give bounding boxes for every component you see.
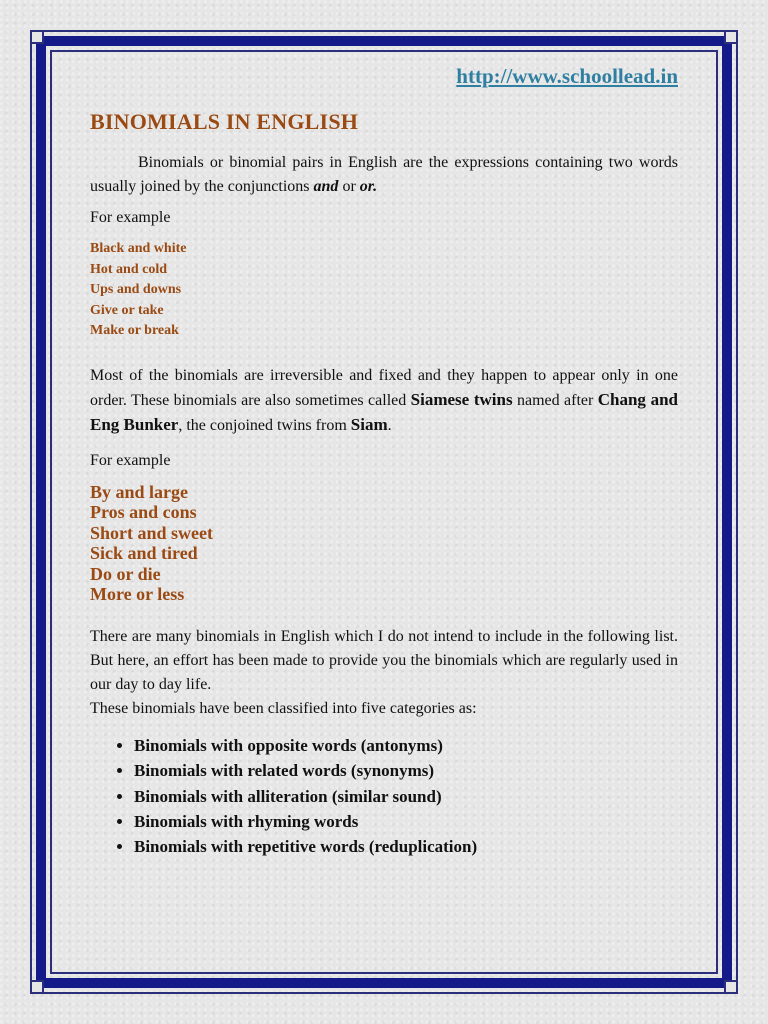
intro-paragraph [90, 151, 678, 199]
examples-list-2 [90, 482, 678, 606]
siamese-text-3: , the conjoined twins from [178, 416, 351, 434]
intro-and: and [313, 178, 339, 195]
list-item: Do or die [90, 563, 161, 584]
chang-eng-term: Chang and Eng Bunker [90, 389, 678, 434]
siamese-paragraph [90, 364, 678, 438]
list-item: • Binomials with rhyming words [134, 809, 678, 834]
for-example-label: For example [90, 209, 171, 226]
categories-list [90, 733, 678, 859]
classified-line: These binomials have been classified into five categories as: [90, 700, 477, 718]
siamese-text-1: Most of the binomials are irreversible and fixed and they happen to appear only in one order. These binomials are also sometimes called [90, 366, 678, 409]
list-item: Short and sweet [90, 522, 214, 543]
frame-corner [724, 980, 738, 994]
list-item: By and large [90, 481, 189, 502]
intro-or-word: or [338, 178, 360, 195]
siam-term: Siam [350, 414, 388, 434]
list-item: More or less [90, 584, 185, 605]
site-link[interactable]: http://www.schoollead.in [456, 64, 678, 88]
frame-corner [30, 980, 44, 994]
list-item: Ups and downs [90, 282, 182, 297]
list-item: • Binomials with related words (synonyms) [134, 758, 678, 783]
list-item: • Binomials with opposite words (antonyms) [134, 733, 678, 758]
list-item: Pros and cons [90, 502, 197, 523]
list-item: • Binomials with alliteration (similar sound) [134, 784, 678, 809]
intro-or: or. [359, 178, 378, 195]
siamese-text-4: . [387, 416, 392, 434]
many-binomials-text: There are many binomials in English which I do not intend to include in the following list. But here, an effort has been made to provide you the binomials which are regularly used in our day to day life. [90, 628, 678, 694]
list-item: Black and white [90, 241, 187, 256]
many-binomials-paragraph [90, 625, 678, 721]
frame-corner [30, 30, 44, 44]
list-item: Sick and tired [90, 543, 198, 564]
frame-corner [724, 30, 738, 44]
list-item: Hot and cold [90, 261, 168, 277]
page-title: BINOMIALS IN ENGLISH [90, 109, 359, 134]
list-item: Make or break [90, 323, 179, 338]
siamese-term: Siamese twins [410, 389, 513, 409]
for-example-label: For example [90, 451, 171, 469]
examples-list-1 [90, 239, 678, 342]
siamese-text-2: named after [512, 391, 598, 409]
list-item: Give or take [90, 302, 164, 318]
list-item: • Binomials with repetitive words (reduplication) [134, 834, 678, 859]
intro-text: Binomials or binomial pairs in English are the expressions containing two words usually joined by the conjunctions [90, 154, 678, 195]
document-content [90, 58, 678, 860]
